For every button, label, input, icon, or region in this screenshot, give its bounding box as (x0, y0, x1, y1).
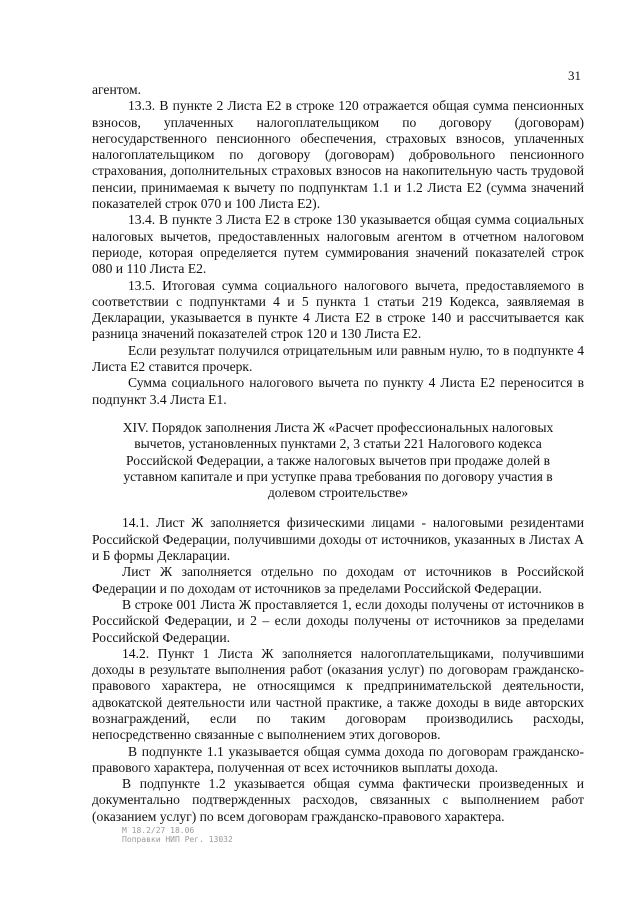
paragraph-continuation: агентом. (92, 82, 142, 97)
paragraph-transfer-sum: Сумма социального налогового вычета по пункту 4 Листа Е2 переносится в подпункт 3.4 Листа Е1. (92, 375, 584, 407)
stamp-line-2: Поправки НИП Рег. 13032 (122, 835, 233, 844)
registration-stamp (122, 826, 233, 844)
section-heading-xiv: XIV. Порядок заполнения Листа Ж «Расчет профессиональных налоговых вычетов, установленных пунктами 2, 3 статьи 221 Налогового кодекса Российской Федерации, а также налоговых вычетов при продаже долей в уставном капитале и при уступке права требования по договору участия в долевом строительстве» (122, 419, 554, 501)
paragraph-14-2: 14.2. Пункт 1 Листа Ж заполняется налогоплательщиками, получившими доходы в результате выполнения работ (оказания услуг) по договорам гражданско-правового характера, не относящимся к предпринимательской деятельности, адвокатской деятельности или частной практике, а также доходы в виде авторских вознаграждений, если по таким договорам производились расходы, непосредственно связанные с выполнением этих договоров. (92, 645, 584, 743)
paragraph-13-4: 13.4. В пункте 3 Листа Е2 в строке 130 указывается общая сумма социальных налоговых вычетов, предоставленных налоговым агентом в отчетном налоговом периоде, которая определяется путем суммирования значений показателей строк 080 и 110 Листа Е2. (92, 212, 584, 277)
stamp-line-1: М 18.2/27 18.06 (122, 826, 195, 835)
paragraph-negative-result: Если результат получился отрицательным или равным нулю, то в подпункте 4 Листа Е2 ставится прочерк. (92, 342, 584, 375)
paragraph-14-1: 14.1. Лист Ж заполняется физическими лицами - налоговыми резидентами Российской Федерации, получившими доходы от источников, указанных в Листах А и Б формы Декларации. (92, 515, 584, 564)
paragraph-13-5: 13.5. Итоговая сумма социального налогового вычета, предоставляемого в соответствии с подпунктами 4 и 5 пункта 1 статьи 219 Кодекса, заявляемая в Декларации, указывается в пункте 4 Листа Е2 в строке 140 и рассчитывается как разница значений показателей строк 120 и 130 Листа Е2. (92, 277, 584, 342)
paragraph-line-001: В строке 001 Листа Ж проставляется 1, если доходы получены от источников в Российской Федерации, и 2 – если доходы получены от источников за пределами Российской Федерации. (92, 596, 584, 645)
document-body (92, 82, 584, 825)
page-number: 31 (568, 68, 581, 83)
paragraph-subitem-1-1: В подпункте 1.1 указывается общая сумма дохода по договорам гражданско-правового характера, полученная от всех источников выплаты дохода. (92, 743, 584, 775)
paragraph-separate-filling: Лист Ж заполняется отдельно по доходам от источников в Российской Федерации и по доходам от источников за пределами Российской Федерации. (92, 564, 584, 596)
paragraph-13-3: 13.3. В пункте 2 Листа Е2 в строке 120 отражается общая сумма пенсионных взносов, уплаченных налогоплательщиком по договору (договорам) негосударственного пенсионного обеспечения, страховых взносов, уплаченных налогоплательщиком по договору (договорам) добровольного пенсионного страхования, дополнительных страховых взносов на накопительную часть трудовой пенсии, принимаемая к вычету по подпунктам 1.1 и 1.2 Листа Е2 (сумма значений показателей строк 070 и 100 Листа Е2). (92, 98, 584, 212)
paragraph-subitem-1-2: В подпункте 1.2 указывается общая сумма фактически произведенных и документально подтвержденных расходов, связанных с выполнением работ (оказанием услуг) по всем договорам гражданско-правового характера. (92, 776, 584, 824)
